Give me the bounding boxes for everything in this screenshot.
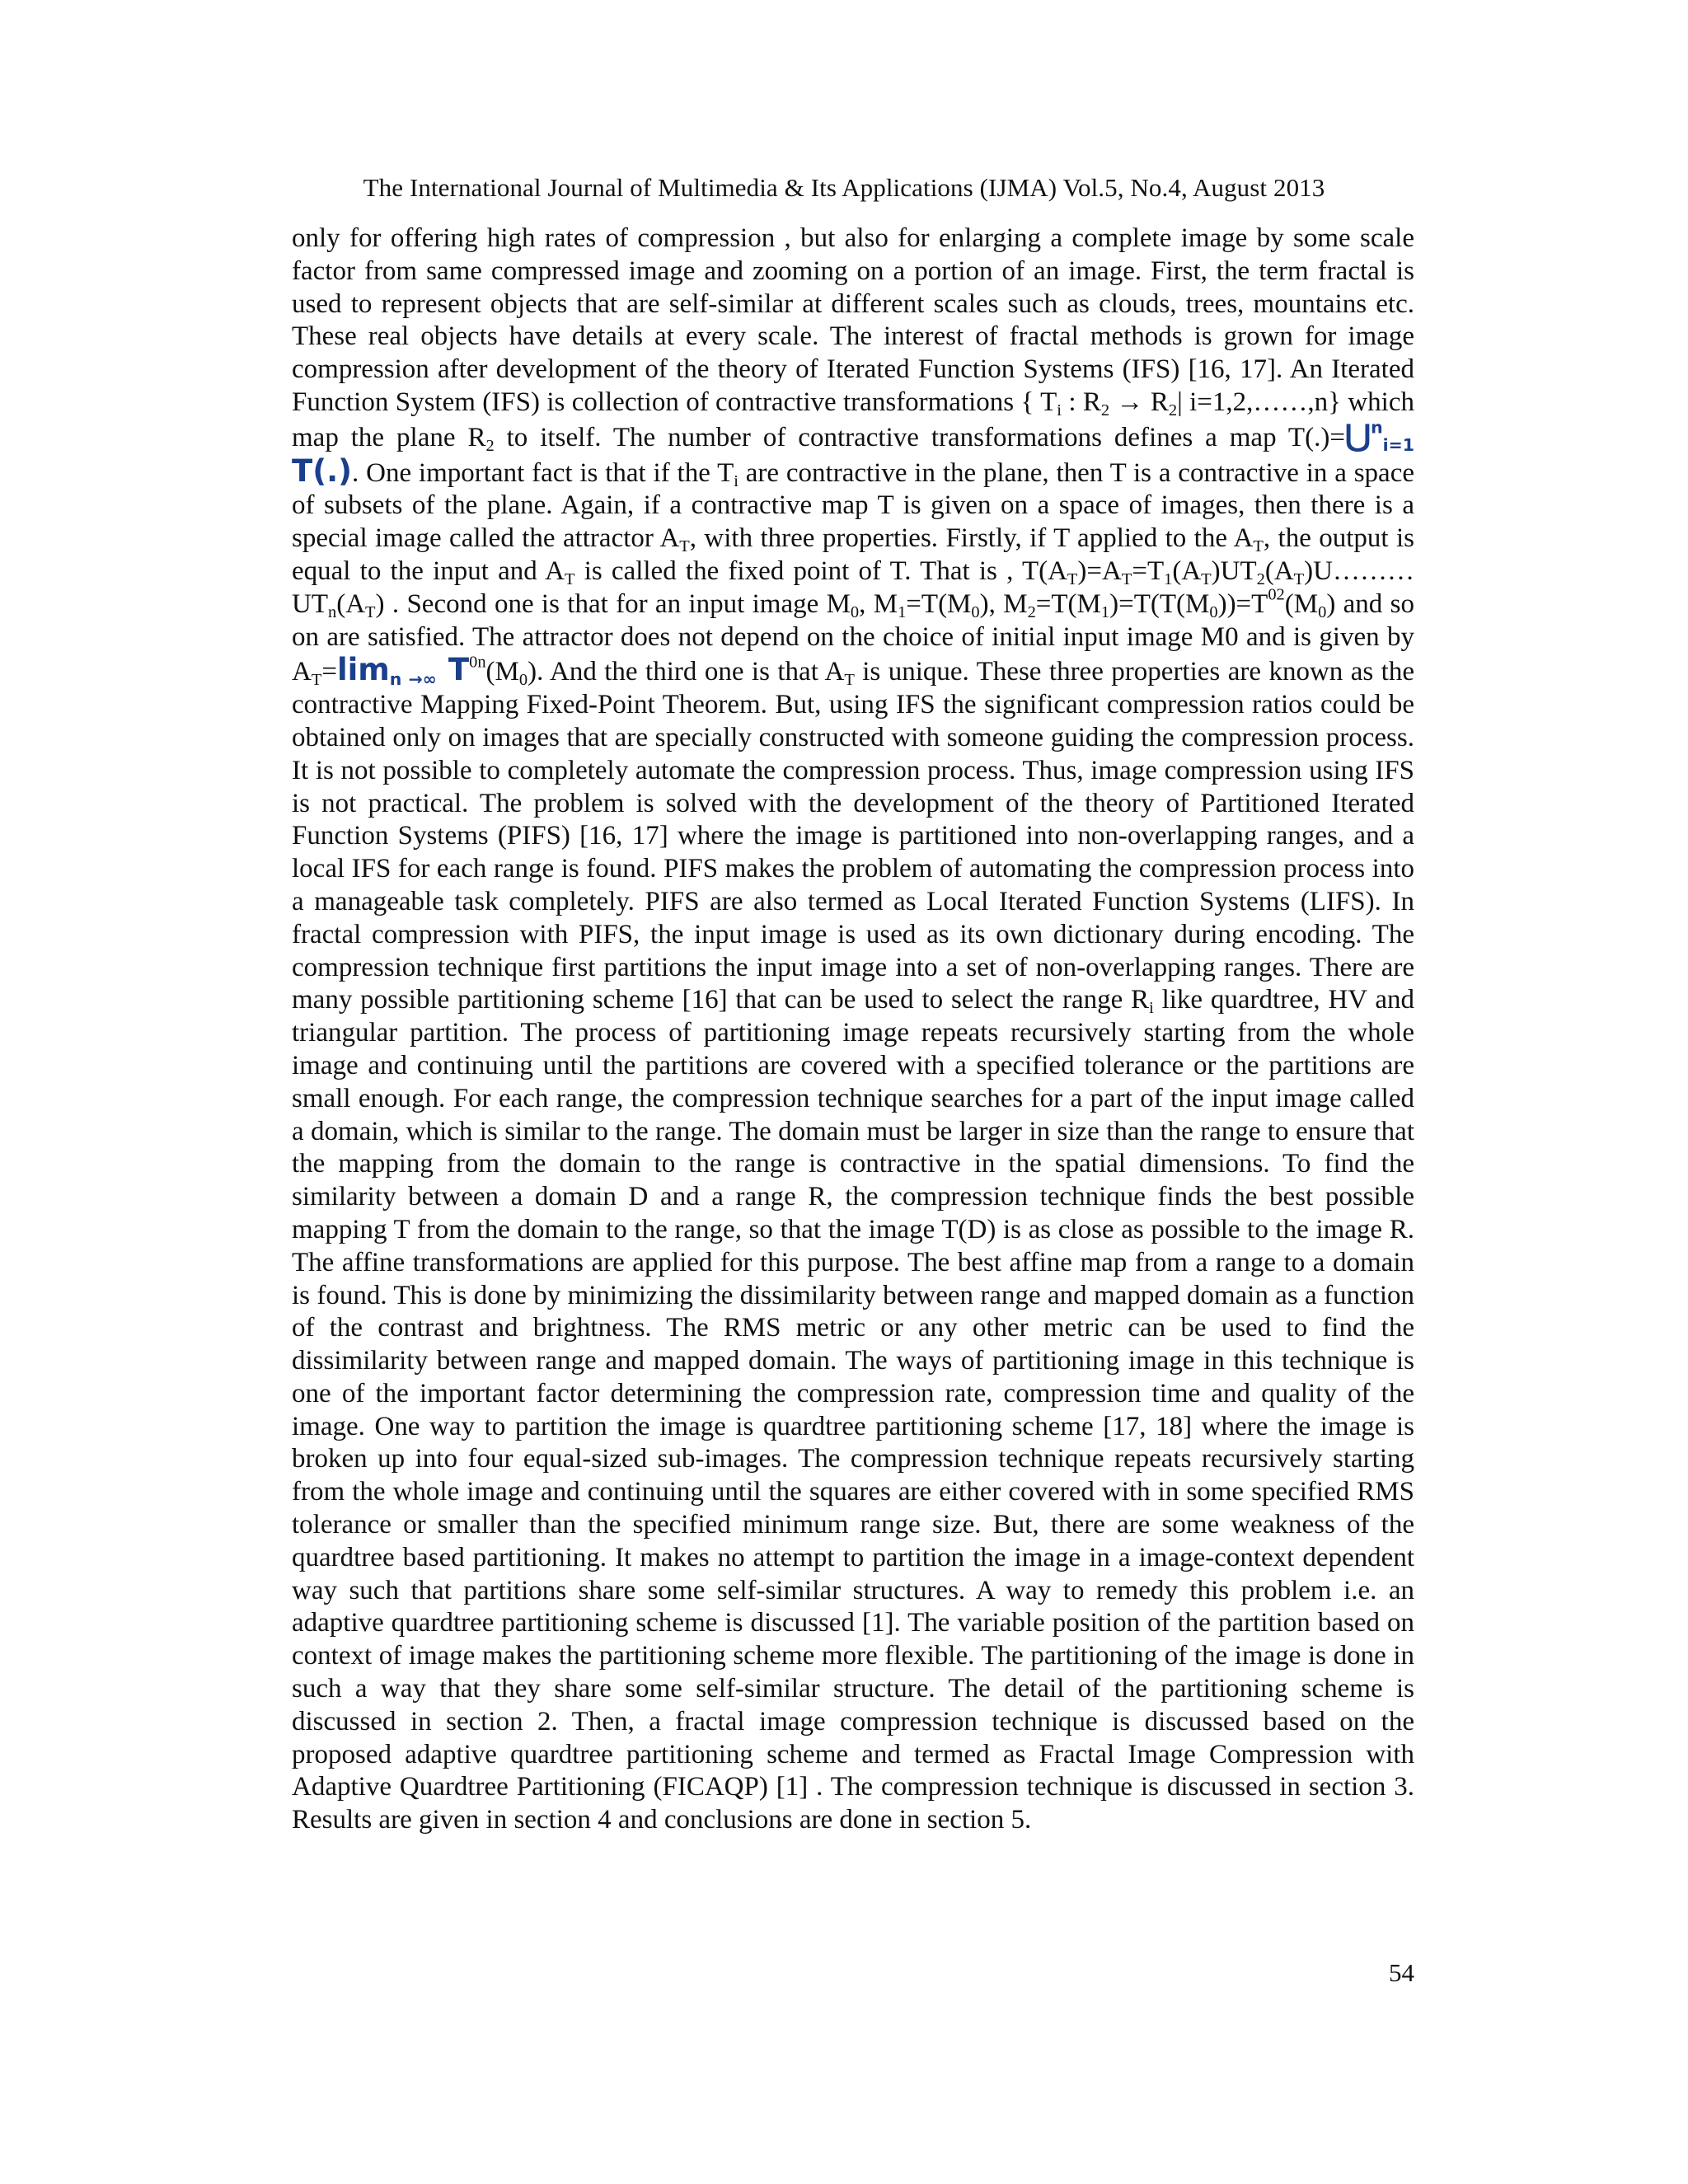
text-run: ), M [979,588,1028,619]
text-run: . One important fact is that if the T [352,457,734,488]
subscript: i [1149,999,1154,1018]
subscript: 0 [850,602,860,621]
text-run: )UT [1211,555,1257,586]
text-run: (M [1284,588,1319,619]
subscript: 0 [971,602,980,621]
subscript: T [844,671,855,690]
text-run: )=A [1077,555,1122,586]
subscript: n [328,602,337,621]
subscript: 1 [1100,602,1110,621]
text-run: )=T(T(M [1109,588,1210,619]
limit-operand: T [436,652,470,688]
text-run: | i=1,2,……,n} which map the plane R [292,387,1414,452]
text-run: is called the fixed point of T. That is , T(A [574,555,1067,586]
subscript: T [1253,537,1264,556]
text-run: =T [1132,555,1165,586]
text-run: , M [859,588,898,619]
subscript: T [365,602,376,621]
subscript: 2 [1100,401,1110,420]
text-run: is unique. These three properties are known as the contractive Mapping Fixed-Point Theorem. But, using IFS the significant compression ratios could be obtained only on images that are specially constructed with someone guiding the compression process. It is not possible to completely automate the compression process. Thus, image compression using IFS is not practical. The problem is solved with the development of the theory of Partitioned Iterated Function Systems (PIFS) [16, 17] where the image is partitioned into non-overlapping ranges, and a local IFS for each range is found. PIFS makes the problem of automating the compression process into a manageable task completely. PIFS are also termed as Local Iterated Function Systems (LIFS). In fractal compression with PIFS, the input image is used as its own dictionary during encoding. The compression technique first partitions the input image into a set of non-overlapping ranges. There are many possible partitioning scheme [16] that can be used to select the range R [292,657,1414,1015]
subscript: T [1293,570,1305,589]
text-run: = [321,657,337,687]
subscript: T [1067,570,1078,589]
union-symbol: ⋃ [1344,417,1372,453]
subscript: i [1057,401,1062,420]
subscript: i [734,471,738,490]
subscript: T [311,671,322,690]
subscript: 2 [485,436,495,455]
text-run: only for offering high rates of compression , but also for enlarging a complete image by some scale factor from same compressed image and zooming on a portion of an image. First, the term fractal is used to represent objects that are self-similar at different scales such as clouds, trees, mountains etc. These real objects have details at every scale. The interest of fractal methods is grown for image compression after development of the theory of Iterated Function Systems (IFS) [16, 17]. An Iterated Function System (IFS) is collection of contractive transformations { T [292,223,1414,417]
running-header: The International Journal of Multimedia & Its Applications (IJMA) Vol.5, No.4, August 2013 [363,173,1325,202]
page-number: 54 [1389,1958,1414,1987]
text-run: ) and so on are satisfied. The attractor does not depend on the choice of initial input image M0 and is given by A [292,588,1414,687]
limit-formula-image [336,652,470,690]
union-operand: T(.) [292,452,353,489]
superscript: 0n [469,654,486,673]
text-run: (A [1172,555,1202,586]
subscript: 1 [898,602,907,621]
text-run: =T(M [1035,588,1101,619]
subscript: 1 [1164,570,1173,589]
text-run: , the output is equal to the input and A [292,523,1414,586]
limit-subscript: n →∞ [389,669,437,690]
subscript: T [1201,570,1212,589]
subscript: 0 [1318,602,1327,621]
subscript: T [565,570,575,589]
subscript: T [679,537,690,556]
text-run: (A [1264,555,1294,586]
subscript: 2 [1168,401,1178,420]
text-run: , with three properties. Firstly, if T applied to the A [689,523,1254,554]
superscript: 02 [1268,585,1285,604]
subscript: 2 [1256,570,1265,589]
text-run: )U………UT [292,555,1414,619]
text-run: ) . Second one is that for an input image M [375,588,851,619]
text-run: : R [1061,387,1101,417]
text-run: are contractive in the plane, then T is a contractive in a space of subsets of the plane. Again, if a contractive map T is given on a space of images, then there is a special image called the attractor A [292,457,1414,554]
subscript: 0 [1209,602,1218,621]
subscript: T [1121,570,1132,589]
arrow-right-icon: → [1116,387,1144,417]
subscript: 2 [1027,602,1036,621]
union-lower-limit: i=1 [1382,434,1415,455]
text-run: ))=T [1217,588,1268,619]
text-run: =T(M [906,588,972,619]
text-run: to itself. The number of contractive transformations defines a map T(.)= [494,422,1345,452]
subscript: 0 [518,671,528,690]
text-run: (A [336,588,366,619]
text-run [1109,387,1116,417]
text-run: R [1143,387,1169,417]
limit-operator: lim [336,652,390,688]
text-run: (M [485,657,519,687]
text-run: like quardtree, HV and triangular partition. The process of partitioning image repeats recursively starting from the whole image and continuing until the partitions are covered with a specified tolerance or the partitions are small enough. For each range, the compression technique searches for a part of the input image called a domain, which is similar to the range. The domain must be larger in size than the range to ensure that the mapping from the domain to the range is contractive in the spatial dimensions. To find the similarity between a domain D and a range R, the compression technique finds the best possible mapping T from the domain to the range, so that the image T(D) is as close as possible to the image R. The affine transformations are applied for this purpose. The best affine map from a range to a domain is found. This is done by minimizing the dissimilarity between range and mapped domain as a function of the contrast and brightness. The RMS metric or any other metric can be used to find the dissimilarity between range and mapped domain. The ways of partitioning image in this technique is one of the important factor determining the compression rate, compression time and quality of the image. One way to partition the image is quardtree partitioning scheme [17, 18] where the image is broken up into four equal-sized sub-images. The compression technique repeats recursively starting from the whole image and continuing until the squares are either covered with in some specified RMS tolerance or smaller than the specified minimum range size. But, there are some weakness of the quardtree based partitioning. It makes no attempt to partition the image in a image-context dependent way such that partitions share some self-similar structures. A way to remedy this problem i.e. an adaptive quardtree partitioning scheme is discussed [1]. The variable position of the partition based on context of image makes the partitioning scheme more flexible. The partitioning of the image is done in such a way that they share some self-similar structure. The detail of the partitioning scheme is discussed in section 2. Then, a fractal image compression technique is discussed based on the proposed adaptive quardtree partitioning scheme and termed as Fractal Image Compression with Adaptive Quardtree Partitioning (FICAQP) [1] . The compression technique is discussed in section 3. Results are given in section 4 and conclusions are done in section 5. [292,985,1414,1835]
text-run: ). And the third one is that A [528,657,845,687]
union-upper-limit: n [1371,417,1383,438]
body-text [292,223,1414,1837]
body-paragraph [292,223,1414,1837]
